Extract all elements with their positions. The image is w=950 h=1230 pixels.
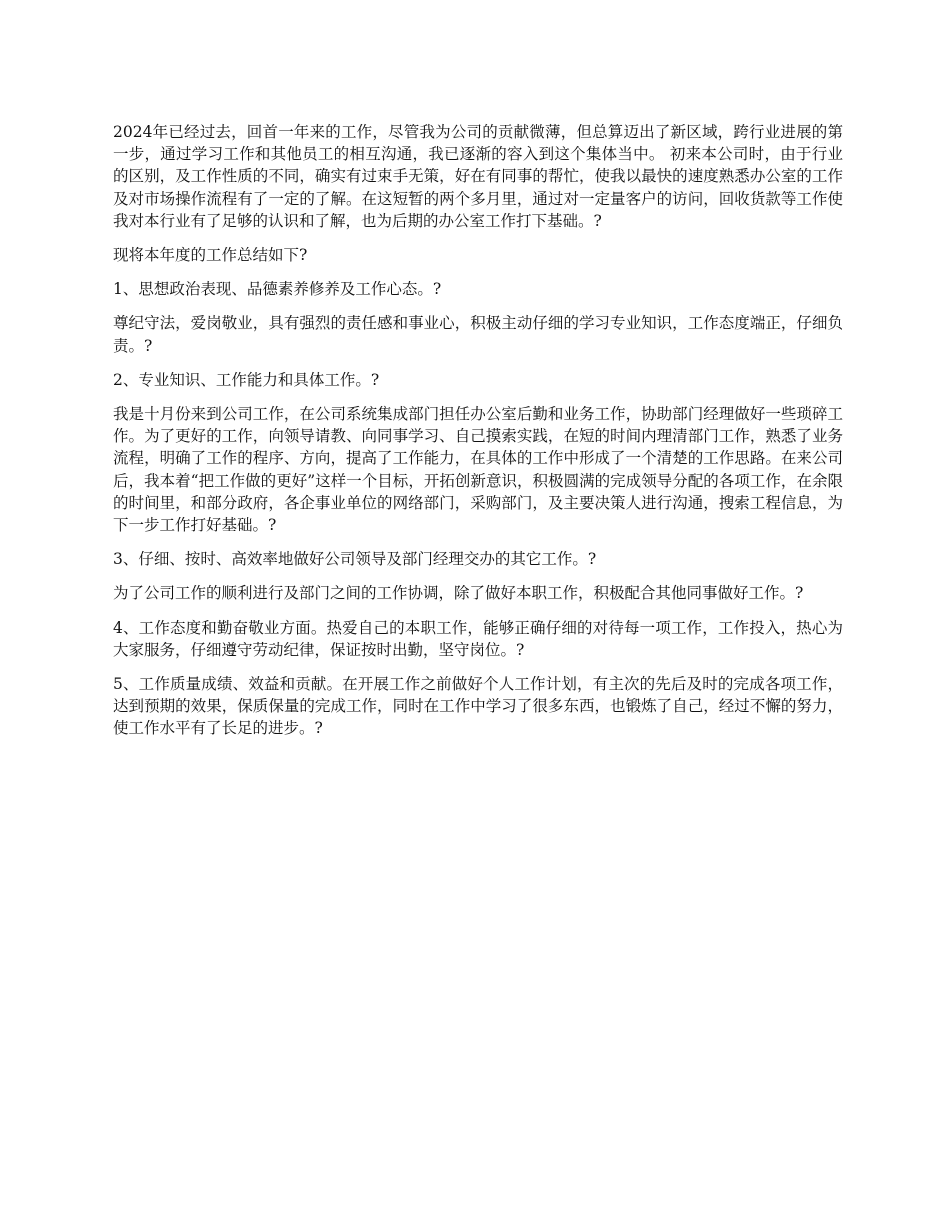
section-5-paragraph: 5、工作质量成绩、效益和贡献。在开展工作之前做好个人工作计划，有主次的先后及时的完成各项工作，达到预期的效果，保质保量的完成工作，同时在工作中学习了很多东西，也锻炼了自己，经过不懈的努力，使工作水平有了长足的进步。? xyxy=(113,675,843,738)
section-4-paragraph: 4、工作态度和勤奋敬业方面。热爱自己的本职工作，能够正确仔细的对待每一项工作，工作投入，热心为大家服务，仔细遵守劳动纪律，保证按时出勤，坚守岗位。? xyxy=(113,618,843,659)
document-body xyxy=(113,121,843,752)
section-3-body: 为了公司工作的顺利进行及部门之间的工作协调，除了做好本职工作，积极配合其他同事做好工作。? xyxy=(113,584,804,603)
section-1-heading: 1、思想政治表现、品德素养修养及工作心态。? xyxy=(113,280,442,299)
section-2-heading: 2、专业知识、工作能力和具体工作。? xyxy=(113,370,380,389)
intro-paragraph: 2024年已经过去，回首一年来的工作，尽管我为公司的贡献微薄，但总算迈出了新区域，跨行业进展的第一步，通过学习工作和其他员工的相互沟通，我已逐渐的容入到这个集体当中。 初来本公司时，由于行业的区别，及工作性质的不同，确实有过束手无策，好在有同事的帮忙，使我以最快的速度熟悉办公室的工作及对市场操作流程有了一定的了解。在这短暂的两个多月里，通过对一定量客户的访问，回收货款等工作使我对本行业有了足够的认识和了解，也为后期的办公室工作打下基础。? xyxy=(113,123,843,230)
section-2-body: 我是十月份来到公司工作，在公司系统集成部门担任办公室后勤和业务工作，协助部门经理做好一些琐碎工作。为了更好的工作，向领导请教、向同事学习、自己摸索实践，在短的时间内理清部门工作，熟悉了业务流程，明确了工作的程序、方向，提高了工作能力，在具体的工作中形成了一个清楚的工作思路。在来公司后，我本着“把工作做的更好”这样一个目标，开拓创新意识，积极圆满的完成领导分配的各项工作，在余限的时间里，和部分政府，各企事业单位的网络部门，采购部门，及主要决策人进行沟通，搜索工程信息，为下一步工作打好基础。? xyxy=(113,405,843,535)
section-3-heading: 3、仔细、按时、高效率地做好公司领导及部门经理交办的其它工作。? xyxy=(113,550,597,569)
section-1-body: 尊纪守法，爱岗敬业，具有强烈的责任感和事业心，积极主动仔细的学习专业知识，工作态度端正，仔细负责。? xyxy=(113,314,843,355)
summary-lead-paragraph: 现将本年度的工作总结如下? xyxy=(113,246,308,265)
